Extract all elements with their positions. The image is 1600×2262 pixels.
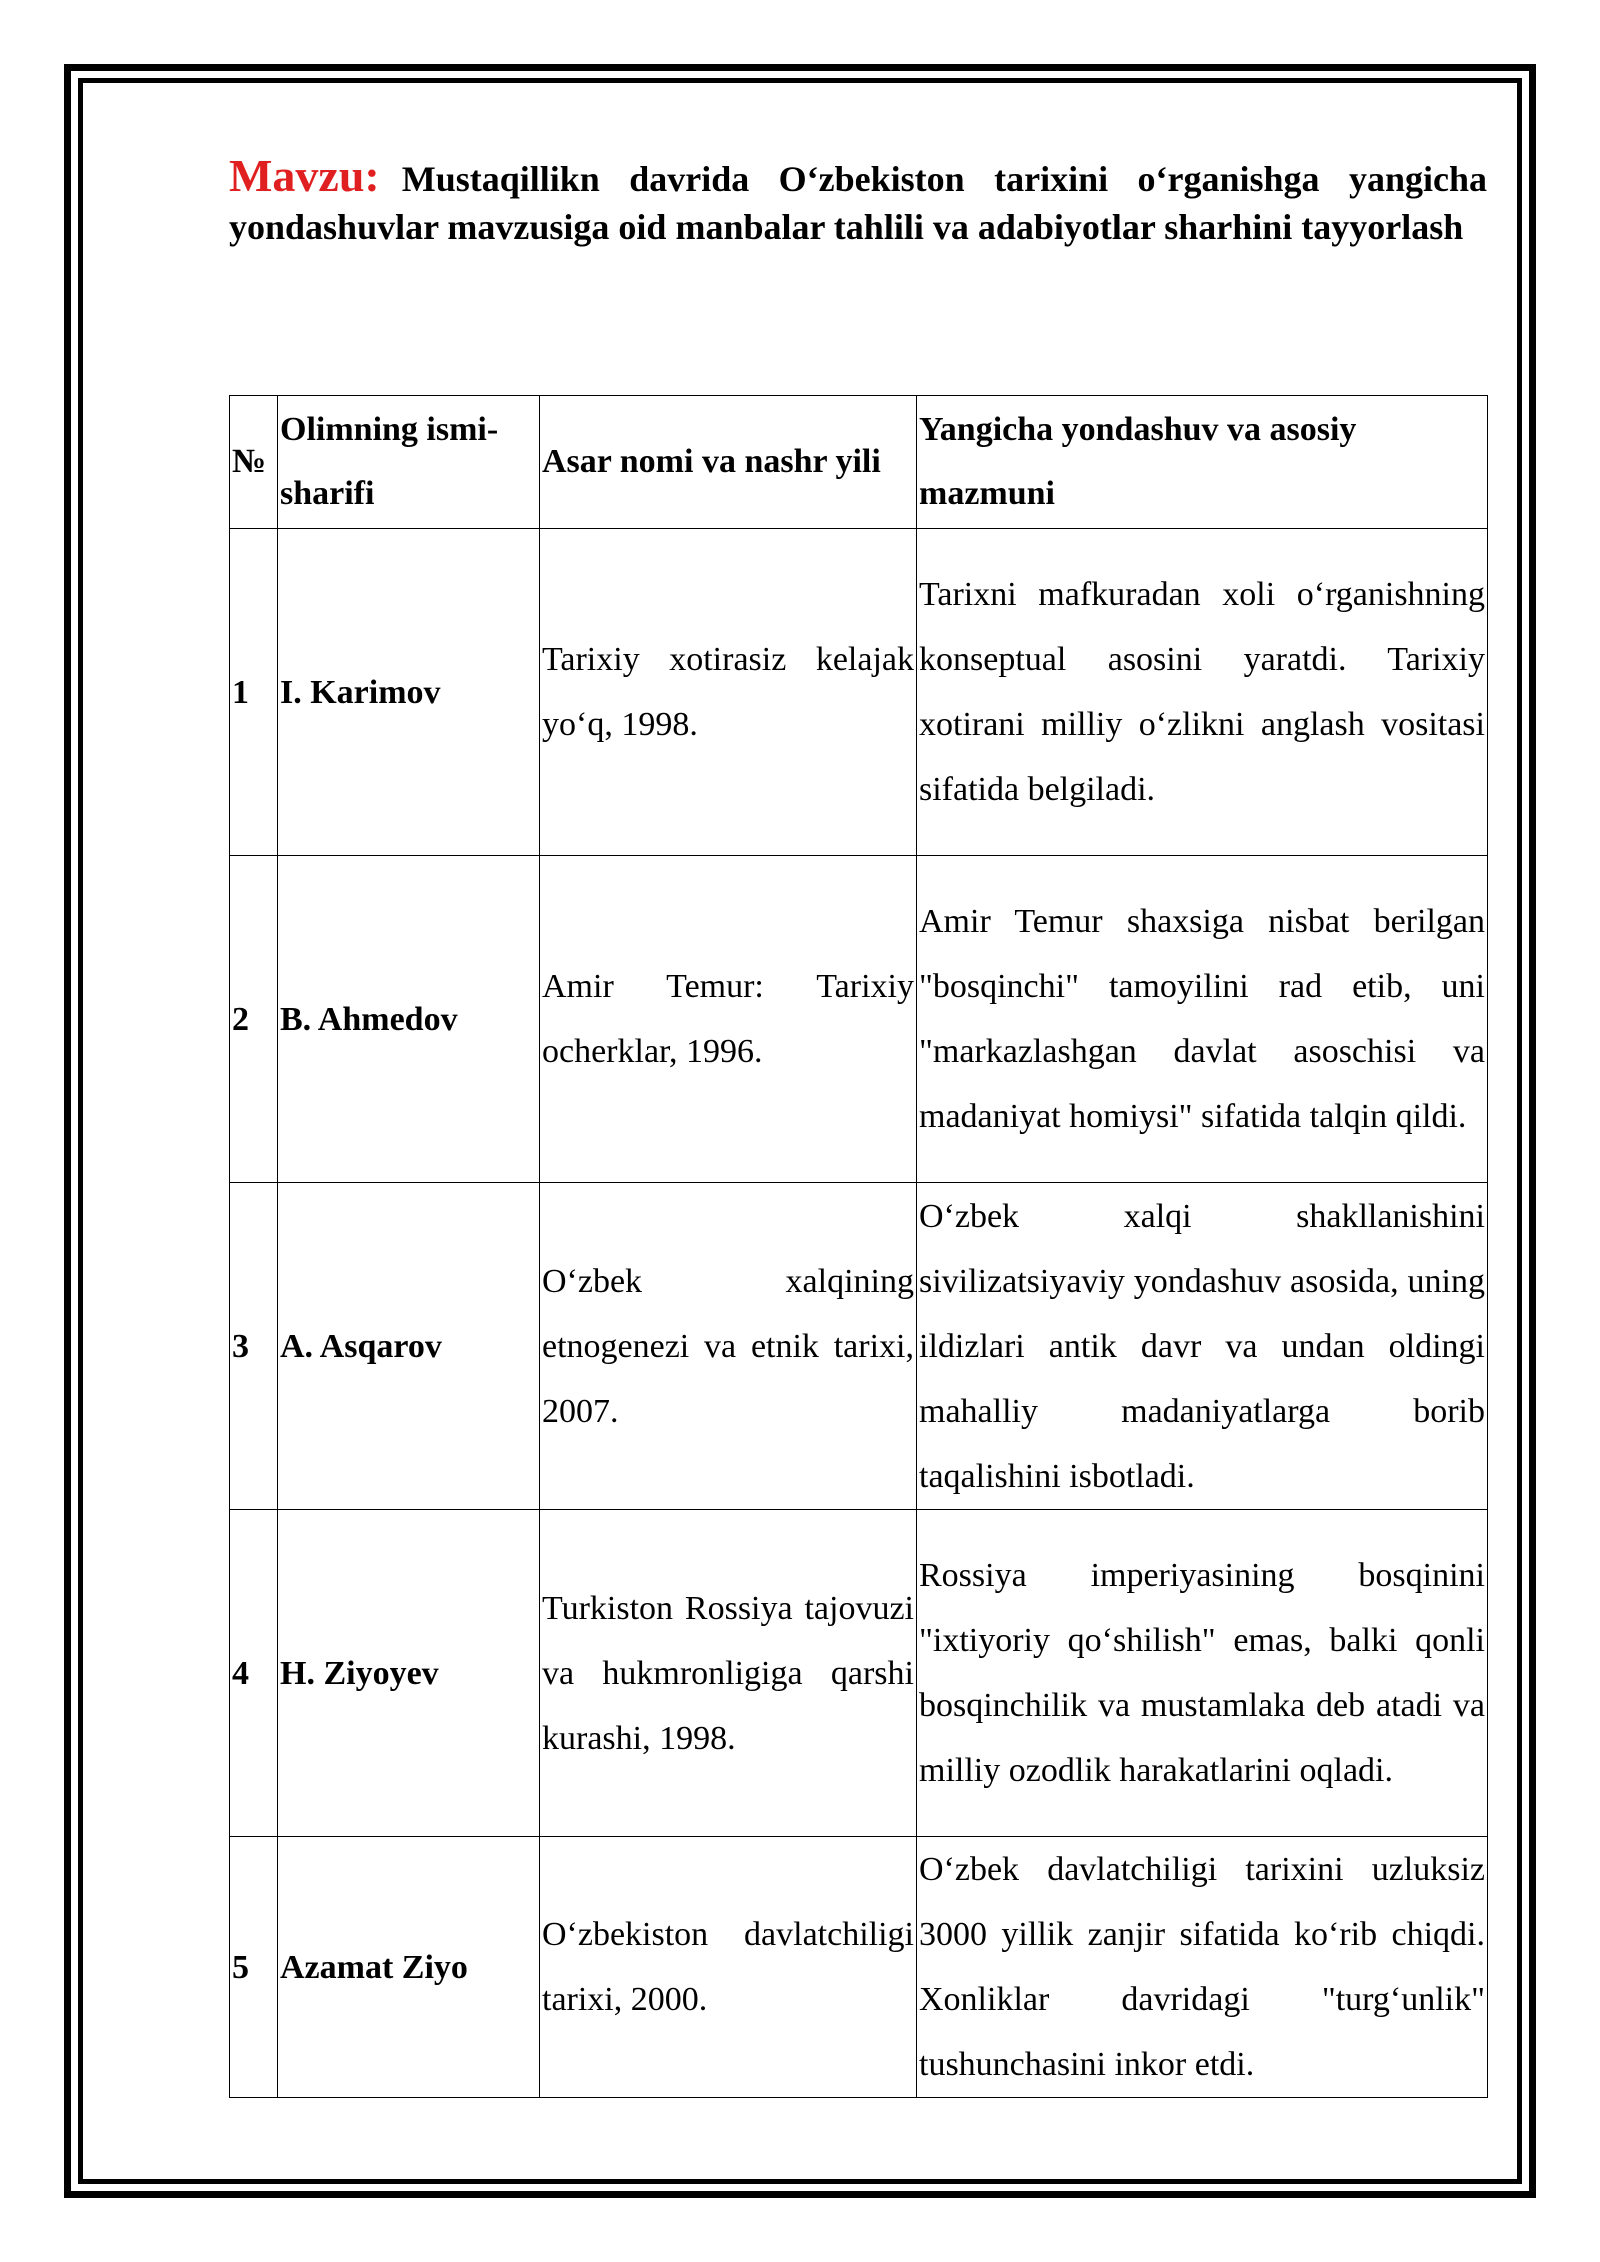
scholar-name: I. Karimov [278, 529, 540, 856]
scholar-name: A. Asqarov [278, 1183, 540, 1510]
approach-description: Amir Temur shaxsiga nisbat berilgan "bosqinchi" tamoyilini rad etib, uni "markazlashgan davlat asoschisi va madaniyat homiysi" sifatida talqin qildi. [917, 856, 1488, 1183]
header-work-title: Asar nomi va nashr yili [540, 396, 917, 529]
literature-table [229, 395, 1488, 2098]
scholar-name: Azamat Ziyo [278, 1837, 540, 2098]
approach-description: O‘zbek davlatchiligi tarixini uzluksiz 3000 yillik zanjir sifatida ko‘rib chiqdi. Xonliklar davridagi "turg‘unlik" tushunchasini inkor etdi. [917, 1837, 1488, 2098]
table-row [230, 1183, 1488, 1510]
work-title: O‘zbek xalqining etnogenezi va etnik tarixi, 2007. [540, 1183, 917, 1510]
table-header-row [230, 396, 1488, 529]
topic-text: Mustaqillikn davrida O‘zbekiston tarixini o‘rganishga yangicha yondashuvlar mavzusiga oid manbalar tahlili va adabiyotlar sharhini tayyorlash [229, 159, 1487, 247]
approach-description: Tarixni mafkuradan xoli o‘rganishning konseptual asosini yaratdi. Tarixiy xotirani milliy o‘zlikni anglash vositasi sifatida belgiladi. [917, 529, 1488, 856]
topic-label: Mavzu: [229, 150, 380, 201]
table-row [230, 529, 1488, 856]
scholar-name: B. Ahmedov [278, 856, 540, 1183]
table-row [230, 856, 1488, 1183]
header-approach: Yangicha yondashuv va asosiy mazmuni [917, 396, 1488, 529]
work-title: Amir Temur: Tarixiy ocherklar, 1996. [540, 856, 917, 1183]
row-number: 5 [230, 1837, 278, 2098]
row-number: 3 [230, 1183, 278, 1510]
work-title: Turkiston Rossiya tajovuzi va hukmronligiga qarshi kurashi, 1998. [540, 1510, 917, 1837]
table-row [230, 1510, 1488, 1837]
scholar-name: H. Ziyoyev [278, 1510, 540, 1837]
header-number: № [230, 396, 278, 529]
row-number: 2 [230, 856, 278, 1183]
approach-description: Rossiya imperiyasining bosqinini "ixtiyoriy qo‘shilish" emas, balki qonli bosqinchilik va mustamlaka deb atadi va milliy ozodlik harakatlarini oqladi. [917, 1510, 1488, 1837]
row-number: 1 [230, 529, 278, 856]
work-title: O‘zbekiston davlatchiligi tarixi, 2000. [540, 1837, 917, 2098]
row-number: 4 [230, 1510, 278, 1837]
table-row [230, 1837, 1488, 2098]
topic-heading [229, 152, 1487, 251]
approach-description: O‘zbek xalqi shakllanishini sivilizatsiyaviy yondashuv asosida, uning ildizlari antik davr va undan oldingi mahalliy madaniyatlarga borib taqalishini isbotladi. [917, 1183, 1488, 1510]
work-title: Tarixiy xotirasiz kelajak yo‘q, 1998. [540, 529, 917, 856]
header-scholar-name: Olimning ismi-sharifi [278, 396, 540, 529]
